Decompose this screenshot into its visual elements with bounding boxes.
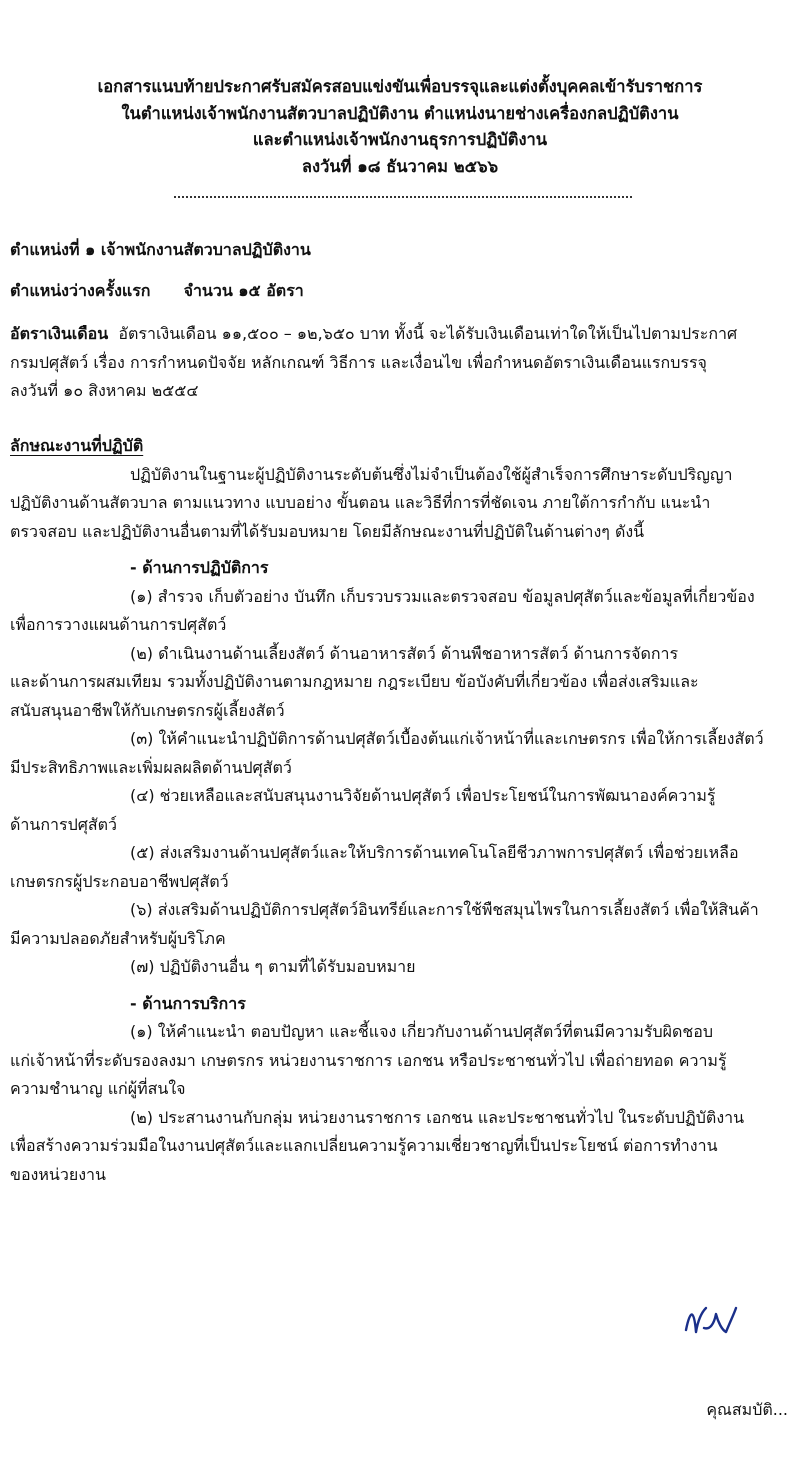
- operations-item-4a: (๔) ช่วยเหลือและสนับสนุนงานวิจัยด้านปศุสัตว์ เพื่อประโยชน์ในการพัฒนาองค์ความรู้: [130, 786, 716, 805]
- services-heading: - ด้านการบริการ: [130, 993, 246, 1013]
- services-item-2b: เพื่อสร้างความร่วมมือในงานปศุสัตว์และแลกเปลี่ยนความรู้ความเชี่ยวชาญที่เป็นประโยชน์ ต่อการทำงาน: [10, 1136, 718, 1155]
- operations-item-6b: มีความปลอดภัยสำหรับผู้บริโภค: [10, 928, 226, 948]
- operations-heading: - ด้านการปฏิบัติการ: [130, 558, 269, 577]
- dotted-divider: [174, 196, 632, 198]
- operations-item-2b: และด้านการผสมเทียม รวมทั้งปฏิบัติงานตามกฎหมาย กฎระเบียบ ข้อบังคับที่เกี่ยวข้อง เพื่อส่งเสริมและ: [10, 672, 699, 691]
- vacancy-label: ตำแหน่งว่างครั้งแรก: [10, 281, 151, 300]
- services-item-1a: (๑) ให้คำแนะนำ ตอบปัญหา และชี้แจง เกี่ยวกับงานด้านปศุสัตว์ที่ตนมีความรับผิดชอบ: [130, 1022, 713, 1041]
- operations-item-7: (๗) ปฏิบัติงานอื่น ๆ ตามที่ได้รับมอบหมาย: [130, 957, 416, 976]
- vacancy-count: จำนวน ๑๕ อัตรา: [183, 281, 304, 300]
- vacancy-line: [10, 277, 792, 306]
- operations-item-2a: (๒) ดำเนินงานด้านเลี้ยงสัตว์ ด้านอาหารสัตว์ ด้านพืชอาหารสัตว์ ด้านการจัดการ: [130, 643, 679, 663]
- salary-line-2: กรมปศุสัตว์ เรื่อง การกำหนดปัจจัย หลักเกณฑ์ วิธีการ และเงื่อนไข เพื่อกำหนดอัตราเงินเดือนแรกบรรจุ: [10, 352, 707, 372]
- position-title: [10, 236, 792, 265]
- operations-item-4b: ด้านการปศุสัตว์: [10, 814, 118, 834]
- header-date: ลงวันที่ ๑๘ ธันวาคม ๒๕๖๖: [301, 156, 499, 176]
- operations-item-5b: เกษตรกรผู้ประกอบอาชีพปศุสัตว์: [10, 871, 229, 891]
- operations-item-6a: (๖) ส่งเสริมด้านปฏิบัติการปศุสัตว์อินทรีย์และการใช้พืชสมุนไพรในการเลี้ยงสัตว์ เพื่อให้สินค้า: [130, 900, 759, 919]
- services-item-2c: ของหน่วยงาน: [10, 1164, 106, 1184]
- position-title-text: ตำแหน่งที่ ๑ เจ้าพนักงานสัตวบาลปฏิบัติงาน: [10, 240, 311, 259]
- duties-intro-3: ตรวจสอบ และปฏิบัติงานอื่นตามที่ได้รับมอบหมาย โดยมีลักษณะงานที่ปฏิบัติในด้านต่างๆ ดังนี้: [10, 521, 645, 541]
- salary-section: [10, 320, 792, 406]
- header-line-2: ในตำแหน่งเจ้าพนักงานสัตวบาลปฏิบัติงาน ตำแหน่งนายช่างเครื่องกลปฏิบัติงาน: [121, 103, 679, 123]
- operations-item-2c: สนับสนุนอาชีพให้กับเกษตรกรผู้เลี้ยงสัตว์: [10, 700, 285, 720]
- document-header: [0, 74, 800, 180]
- services-item-1c: ความชำนาญ แก่ผู้ที่สนใจ: [10, 1079, 186, 1098]
- signature: [680, 1300, 740, 1344]
- header-line-1: เอกสารแนบท้ายประกาศรับสมัครสอบแข่งขันเพื่อบรรจุและแต่งตั้งบุคคลเข้ารับราชการ: [97, 77, 703, 96]
- duties-intro-1: ปฏิบัติงานในฐานะผู้ปฏิบัติงานระดับต้นซึ่งไม่จำเป็นต้องใช้ผู้สำเร็จการศึกษาระดับปริญญา: [130, 464, 733, 484]
- salary-line-1: อัตราเงินเดือน ๑๑,๕๐๐ – ๑๒,๖๕๐ บาท ทั้งนี้ จะได้รับเงินเดือนเท่าใดให้เป็นไปตามประกาศ: [118, 324, 738, 343]
- services-item-2a: (๒) ประสานงานกับกลุ่ม หน่วยงานราชการ เอกชน และประชาชนทั่วไป ในระดับปฏิบัติงาน: [130, 1107, 745, 1127]
- operations-item-1a: (๑) สำรวจ เก็บตัวอย่าง บันทึก เก็บรวบรวมและตรวจสอบ ข้อมูลปศุสัตว์และข้อมูลที่เกี่ยวข้อง: [130, 586, 755, 606]
- duties-section: [10, 432, 792, 1189]
- services-item-1b: แก่เจ้าหน้าที่ระดับรองลงมา เกษตรกร หน่วยงานราชการ เอกชน หรือประชาชนทั่วไป เพื่อถ่ายทอด ความรู้: [10, 1050, 727, 1070]
- operations-item-1b: เพื่อการวางแผนด้านการปศุสัตว์: [10, 615, 227, 634]
- header-line-3: และตำแหน่งเจ้าพนักงานธุรการปฏิบัติงาน: [252, 130, 548, 149]
- continued-label: คุณสมบัติ...: [706, 1400, 788, 1419]
- duties-intro-2: ปฏิบัติงานด้านสัตวบาล ตามแนวทาง แบบอย่าง ขั้นตอน และวิธีที่การที่ชัดเจน ภายใต้การกำกับ แนะนำ: [10, 493, 711, 512]
- operations-item-3b: มีประสิทธิภาพและเพิ่มผลผลิตด้านปศุสัตว์: [10, 757, 292, 777]
- salary-label: อัตราเงินเดือน: [10, 324, 109, 343]
- salary-line-3: ลงวันที่ ๑๐ สิงหาคม ๒๕๕๔: [10, 381, 199, 400]
- operations-item-3a: (๓) ให้คำแนะนำปฏิบัติการด้านปศุสัตว์เบื้องต้นแก่เจ้าหน้าที่และเกษตรกร เพื่อให้การเลี้ยงสัตว์: [130, 729, 764, 748]
- duties-heading: ลักษณะงานที่ปฏิบัติ: [10, 436, 144, 455]
- operations-item-5a: (๕) ส่งเสริมงานด้านปศุสัตว์และให้บริการด้านเทคโนโลยีชีวภาพการปศุสัตว์ เพื่อช่วยเหลือ: [130, 843, 739, 862]
